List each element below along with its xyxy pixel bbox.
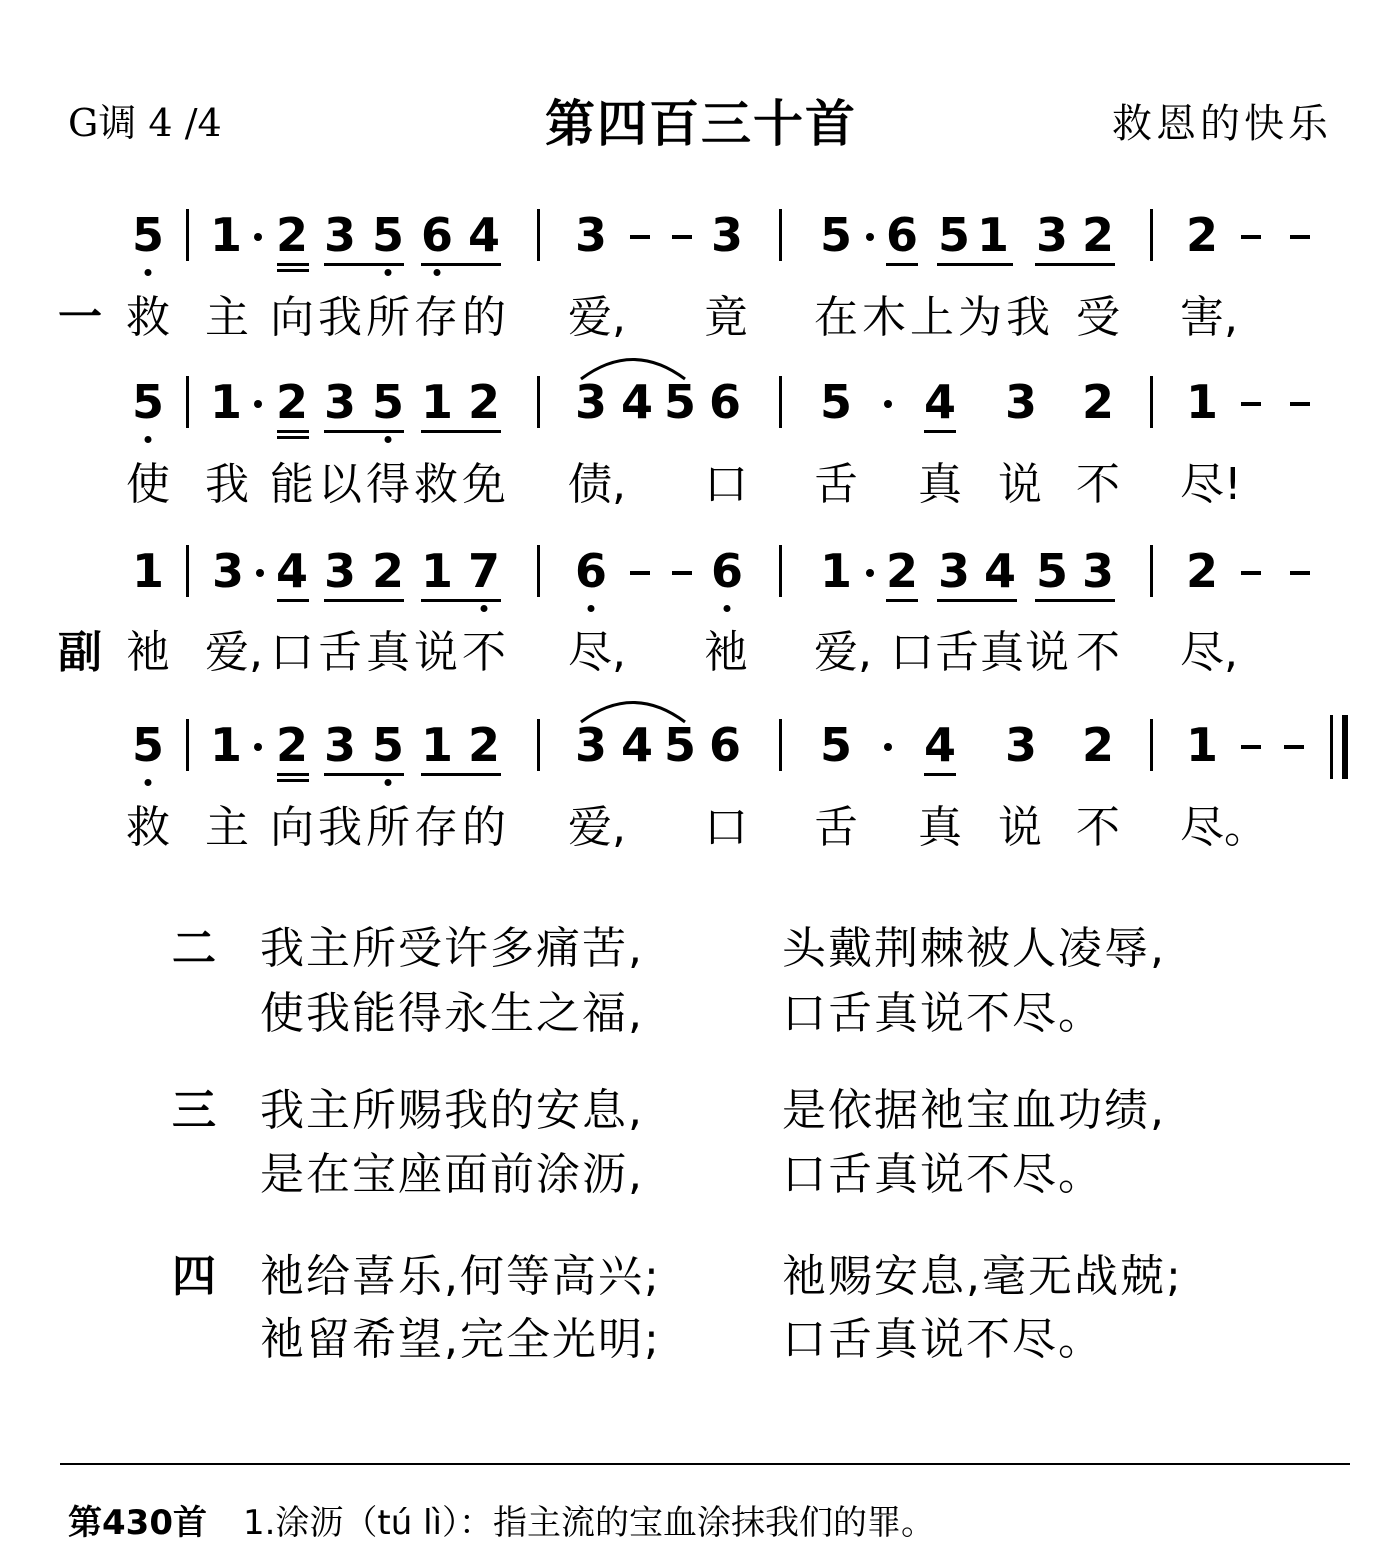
lyric-syllable: 衪	[704, 627, 748, 678]
note: 3	[937, 544, 971, 598]
lyric-syllable: 为	[958, 292, 1002, 343]
music-row-2	[0, 372, 1400, 432]
note: 3	[323, 544, 357, 598]
underline	[886, 599, 918, 602]
note: 4	[923, 718, 957, 772]
note: 4	[983, 544, 1017, 598]
underline	[1035, 599, 1115, 602]
augmentation-dot	[254, 233, 262, 241]
underline	[277, 263, 309, 266]
lyric-syllable: 不	[462, 627, 506, 678]
note: 1	[209, 208, 243, 262]
note: 3	[1004, 375, 1038, 429]
note: 4	[275, 544, 309, 598]
note: 5	[1035, 544, 1069, 598]
note: 5	[131, 208, 165, 262]
verse-number: 四	[172, 1251, 216, 1302]
note: 3	[1004, 718, 1038, 772]
note: 3	[1081, 544, 1115, 598]
augmentation-dot	[254, 743, 262, 751]
lyric-syllable: 受	[1076, 292, 1120, 343]
footnote-text: 1.涂沥（tú lì）：指主流的宝血涂抹我们的罪。	[242, 1503, 936, 1543]
lyric-row-2	[0, 457, 1400, 513]
underline-double	[277, 779, 309, 782]
lyric-syllable: 我	[318, 802, 362, 853]
lyric-syllable: 不	[1076, 802, 1120, 853]
lyric-syllable: 口	[890, 627, 934, 678]
bar-line	[779, 719, 782, 771]
lyric-syllable: 害,	[1180, 292, 1238, 343]
bar-line	[779, 376, 782, 428]
augmentation-dot	[254, 400, 262, 408]
bar-line	[537, 719, 540, 771]
verse-line: 衪赐安息,毫无战兢;	[782, 1251, 1183, 1302]
note: 5	[371, 718, 405, 772]
bar-line	[537, 545, 540, 597]
underline	[937, 263, 1013, 266]
dash	[630, 571, 650, 575]
underline	[924, 430, 956, 433]
lyric-syllable: 所	[366, 292, 410, 343]
dash	[1241, 745, 1261, 749]
lyric-syllable: 竟	[704, 292, 748, 343]
note: 1	[209, 718, 243, 772]
verse-line: 我主所赐我的安息,	[260, 1085, 644, 1136]
bar-line	[186, 376, 189, 428]
bar-line	[1150, 209, 1153, 261]
bar-line	[1150, 545, 1153, 597]
lyric-syllable: 舌	[814, 459, 858, 510]
verse-line: 我主所受许多痛苦,	[260, 923, 644, 974]
note: 6	[574, 544, 608, 598]
lyric-syllable: 得	[366, 459, 410, 510]
lyric-syllable: 舌	[814, 802, 858, 853]
lyric-syllable: 我	[205, 459, 249, 510]
note: 2	[467, 375, 501, 429]
lyric-syllable: 我	[1006, 292, 1050, 343]
lyric-syllable: 舌	[935, 627, 979, 678]
lyric-syllable: 真	[980, 627, 1024, 678]
lyric-syllable: 我	[318, 292, 362, 343]
note: 6	[710, 544, 744, 598]
note: 2	[1185, 208, 1219, 262]
lyric-syllable: 尽,	[568, 627, 626, 678]
underline	[924, 773, 956, 776]
bar-line	[186, 545, 189, 597]
lyric-syllable: 爱,	[568, 292, 626, 343]
note: 5	[131, 375, 165, 429]
underline	[421, 773, 501, 776]
final-barline-thick	[1342, 715, 1348, 779]
lyric-syllable: 说	[998, 459, 1042, 510]
verse-line: 衪留希望,完全光明;	[260, 1314, 661, 1365]
final-barline-thin	[1330, 715, 1333, 779]
lyric-syllable: 真	[918, 459, 962, 510]
lyric-syllable: 说	[414, 627, 458, 678]
note: 2	[1081, 208, 1115, 262]
underline	[324, 430, 404, 433]
lyric-syllable: 口	[704, 459, 748, 510]
bar-line	[537, 376, 540, 428]
underline	[421, 263, 501, 266]
low-octave-dot	[145, 436, 152, 443]
note: 1	[209, 375, 243, 429]
hymn-number-title: 第四百三十首	[545, 95, 857, 153]
lyric-syllable: 尽。	[1180, 802, 1268, 853]
lyric-syllable: 使	[126, 459, 170, 510]
note: 3	[574, 208, 608, 262]
augmentation-dot	[884, 743, 892, 751]
augmentation-dot	[884, 400, 892, 408]
low-octave-dot	[434, 269, 441, 276]
dash	[672, 571, 692, 575]
verse-line: 口舌真说不尽。	[782, 1314, 1104, 1365]
lyric-syllable: 的	[462, 802, 506, 853]
dash	[1290, 235, 1310, 239]
note: 5	[371, 375, 405, 429]
underline	[277, 599, 309, 602]
lyric-syllable: 真	[366, 627, 410, 678]
note: 2	[275, 208, 309, 262]
music-row-3	[0, 541, 1400, 601]
underline	[937, 599, 1017, 602]
lyric-row-3	[0, 625, 1400, 681]
chorus-label: 副	[58, 627, 102, 678]
underline	[277, 430, 309, 433]
note: 6	[885, 208, 919, 262]
lyric-syllable: 爱,	[568, 802, 626, 853]
lyric-syllable: 口	[270, 627, 314, 678]
note: 5	[371, 208, 405, 262]
underline	[324, 263, 404, 266]
footnote	[68, 1495, 935, 1544]
verse-line: 口舌真说不尽。	[782, 1149, 1104, 1200]
underline	[324, 773, 404, 776]
underline	[277, 773, 309, 776]
low-octave-dot	[145, 779, 152, 786]
verse-number: 二	[172, 923, 216, 974]
lyric-syllable: 能	[270, 459, 314, 510]
lyric-syllable: 爱,	[814, 627, 872, 678]
note: 3	[323, 208, 357, 262]
note: 2	[1081, 375, 1115, 429]
lyric-syllable: 救	[414, 459, 458, 510]
note: 3	[211, 544, 245, 598]
note: 7	[467, 544, 501, 598]
lyric-row-4	[0, 800, 1400, 856]
verse-line: 口舌真说不尽。	[782, 988, 1104, 1039]
note: 1	[976, 208, 1010, 262]
note: 4	[620, 718, 654, 772]
hymn-name: 救恩的快乐	[1112, 101, 1332, 147]
note: 2	[1081, 718, 1115, 772]
bar-line	[1150, 376, 1153, 428]
note: 1	[1185, 375, 1219, 429]
lyric-syllable: 存	[414, 802, 458, 853]
note: 1	[1185, 718, 1219, 772]
footnote-label: 第430首	[68, 1503, 207, 1543]
lyric-syllable: 存	[414, 292, 458, 343]
verse-line: 衪给喜乐,何等高兴;	[260, 1251, 661, 1302]
low-octave-dot	[481, 605, 488, 612]
note: 1	[420, 544, 454, 598]
lyric-row-1	[0, 290, 1400, 346]
lyric-syllable: 上	[910, 292, 954, 343]
lyric-syllable: 衪	[126, 627, 170, 678]
verse-number: 三	[172, 1085, 216, 1136]
note: 6	[708, 718, 742, 772]
lyric-syllable: 说	[998, 802, 1042, 853]
underline	[421, 430, 501, 433]
note: 4	[467, 208, 501, 262]
lyric-syllable: 说	[1025, 627, 1069, 678]
bar-line	[779, 209, 782, 261]
low-octave-dot	[724, 605, 731, 612]
note: 3	[1035, 208, 1069, 262]
lyric-syllable: 向	[270, 292, 314, 343]
low-octave-dot	[385, 436, 392, 443]
underline	[1035, 263, 1115, 266]
note: 5	[131, 718, 165, 772]
key-time-signature: G调 4 /4	[68, 101, 222, 145]
dash	[1241, 402, 1261, 406]
lyric-syllable: 所	[366, 802, 410, 853]
bar-line	[1150, 719, 1153, 771]
underline	[324, 599, 404, 602]
music-row-4	[0, 715, 1400, 775]
low-octave-dot	[385, 779, 392, 786]
music-row-1	[0, 205, 1400, 265]
dash	[630, 235, 650, 239]
lyric-syllable: 的	[462, 292, 506, 343]
lyric-syllable: 爱,	[205, 627, 263, 678]
footnote-divider	[60, 1463, 1350, 1465]
verse-line: 头戴荆棘被人凌辱,	[782, 923, 1166, 974]
bar-line	[186, 719, 189, 771]
lyric-syllable: 债,	[568, 459, 626, 510]
dash	[1241, 235, 1261, 239]
note: 1	[131, 544, 165, 598]
underline-double	[277, 269, 309, 272]
lyric-syllable: 不	[1076, 459, 1120, 510]
note: 5	[663, 375, 697, 429]
note: 2	[467, 718, 501, 772]
lyric-syllable: 尽,	[1180, 627, 1238, 678]
lyric-syllable: 在	[814, 292, 858, 343]
note: 4	[620, 375, 654, 429]
note: 5	[819, 375, 853, 429]
lyric-syllable: 主	[205, 292, 249, 343]
verse-line: 使我能得永生之福,	[260, 988, 644, 1039]
note: 1	[420, 375, 454, 429]
underline-double	[277, 436, 309, 439]
augmentation-dot	[256, 569, 264, 577]
dash	[1290, 571, 1310, 575]
bar-line	[537, 209, 540, 261]
low-octave-dot	[588, 605, 595, 612]
note: 2	[885, 544, 919, 598]
note: 5	[663, 718, 697, 772]
lyric-syllable: 救	[126, 292, 170, 343]
lyric-syllable: 向	[270, 802, 314, 853]
lyric-syllable: 木	[862, 292, 906, 343]
lyric-syllable: 舌	[318, 627, 362, 678]
note: 6	[708, 375, 742, 429]
note: 3	[574, 718, 608, 772]
note: 1	[420, 718, 454, 772]
bar-line	[186, 209, 189, 261]
note: 6	[420, 208, 454, 262]
lyric-syllable: 免	[462, 459, 506, 510]
lyric-syllable: 不	[1076, 627, 1120, 678]
dash	[1290, 402, 1310, 406]
note: 2	[1185, 544, 1219, 598]
note: 2	[275, 718, 309, 772]
lyric-syllable: 以	[318, 459, 362, 510]
note: 5	[937, 208, 971, 262]
verse-line: 是在宝座面前涂沥,	[260, 1149, 644, 1200]
note: 3	[323, 718, 357, 772]
verse-label: 一	[58, 292, 102, 343]
lyric-syllable: 主	[205, 802, 249, 853]
note: 4	[923, 375, 957, 429]
verse-line: 是依据衪宝血功绩,	[782, 1085, 1166, 1136]
lyric-syllable: 真	[918, 802, 962, 853]
note: 3	[323, 375, 357, 429]
bar-line	[779, 545, 782, 597]
dash	[1284, 745, 1304, 749]
lyric-syllable: 救	[126, 802, 170, 853]
augmentation-dot	[866, 569, 874, 577]
augmentation-dot	[866, 233, 874, 241]
underline	[421, 599, 501, 602]
note: 5	[819, 208, 853, 262]
low-octave-dot	[385, 269, 392, 276]
note: 5	[819, 718, 853, 772]
lyric-syllable: 尽!	[1180, 459, 1242, 510]
note: 3	[710, 208, 744, 262]
note: 3	[574, 375, 608, 429]
note: 1	[819, 544, 853, 598]
dash	[1241, 571, 1261, 575]
low-octave-dot	[145, 269, 152, 276]
note: 2	[275, 375, 309, 429]
dash	[672, 235, 692, 239]
underline	[886, 263, 918, 266]
note: 2	[371, 544, 405, 598]
lyric-syllable: 口	[704, 802, 748, 853]
